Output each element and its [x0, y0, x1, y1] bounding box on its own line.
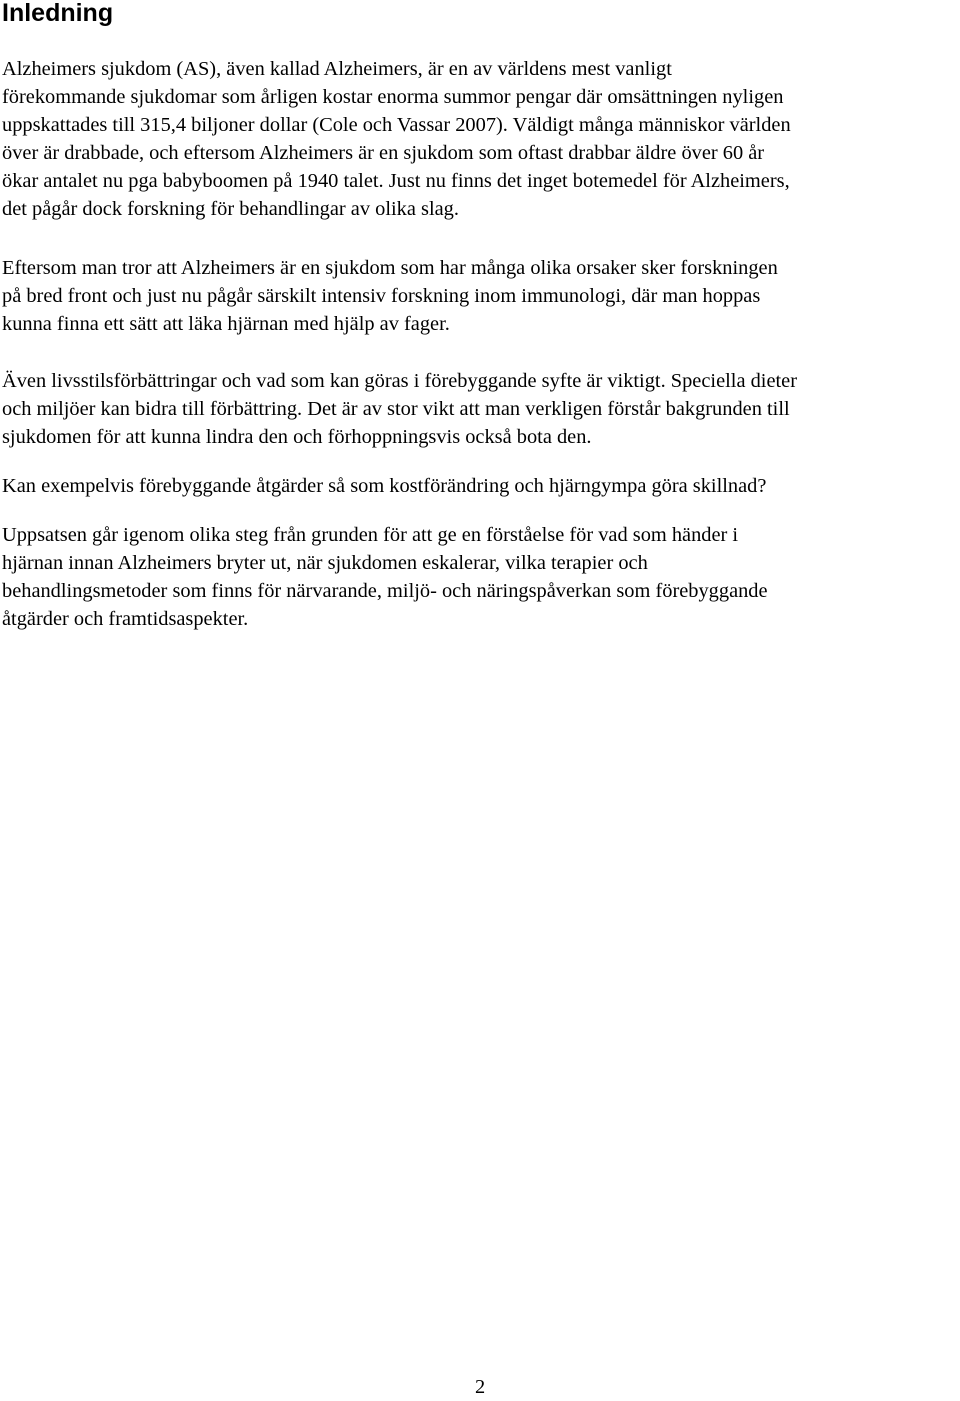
paragraph-intro: [2, 55, 791, 223]
paragraph-line: Uppsatsen går igenom olika steg från grunden för att ge en förståelse för vad som händer i: [2, 524, 739, 546]
paragraph-line: på bred front och just nu pågår särskilt intensiv forskning inom immunologi, där man hoppas: [2, 285, 761, 307]
paragraph-line: över är drabbade, och eftersom Alzheimers är en sjukdom som oftast drabbar äldre över 60 år: [2, 142, 765, 164]
paragraph-line: Eftersom man tror att Alzheimers är en sjukdom som har många olika orsaker sker forskningen: [2, 257, 778, 279]
paragraph-line: sjukdomen för att kunna lindra den och förhoppningsvis också bota den.: [2, 426, 592, 448]
paragraph-line: hjärnan innan Alzheimers bryter ut, när sjukdomen eskalerar, vilka terapier och: [2, 552, 648, 574]
paragraph-line: Alzheimers sjukdom (AS), även kallad Alzheimers, är en av världens mest vanligt: [2, 58, 672, 80]
paragraph-line: det pågår dock forskning för behandlingar av olika slag.: [2, 198, 459, 220]
paragraph-line: uppskattades till 315,4 biljoner dollar (Cole och Vassar 2007). Väldigt många människor världen: [2, 114, 791, 136]
paragraph-line: ökar antalet nu pga babyboomen på 1940 talet. Just nu finns det inget botemedel för Alzheimers,: [2, 170, 790, 192]
paragraph-line: kunna finna ett sätt att läka hjärnan med hjälp av fager.: [2, 313, 450, 335]
paragraph-question: [2, 472, 766, 500]
paragraph-line: förekommande sjukdomar som årligen kostar enorma summor pengar där omsättningen nyligen: [2, 86, 784, 108]
paragraph-lifestyle: [2, 367, 797, 451]
section-heading: Inledning: [2, 0, 114, 27]
paragraph-line: Kan exempelvis förebyggande åtgärder så som kostförändring och hjärngympa göra skillnad?: [2, 475, 767, 497]
paragraph-line: åtgärder och framtidsaspekter.: [2, 608, 249, 630]
page-number: 2: [475, 1376, 486, 1398]
paragraph-line: och miljöer kan bidra till förbättring. Det är av stor vikt att man verkligen förstår bakgrunden till: [2, 398, 790, 420]
paragraph-research: [2, 254, 778, 338]
paragraph-line: Även livsstilsförbättringar och vad som kan göras i förebyggande syfte är viktigt. Speciella dieter: [2, 370, 798, 392]
paragraph-line: behandlingsmetoder som finns för närvarande, miljö- och näringspåverkan som förebyggande: [2, 580, 768, 602]
paragraph-outline: [2, 521, 768, 633]
